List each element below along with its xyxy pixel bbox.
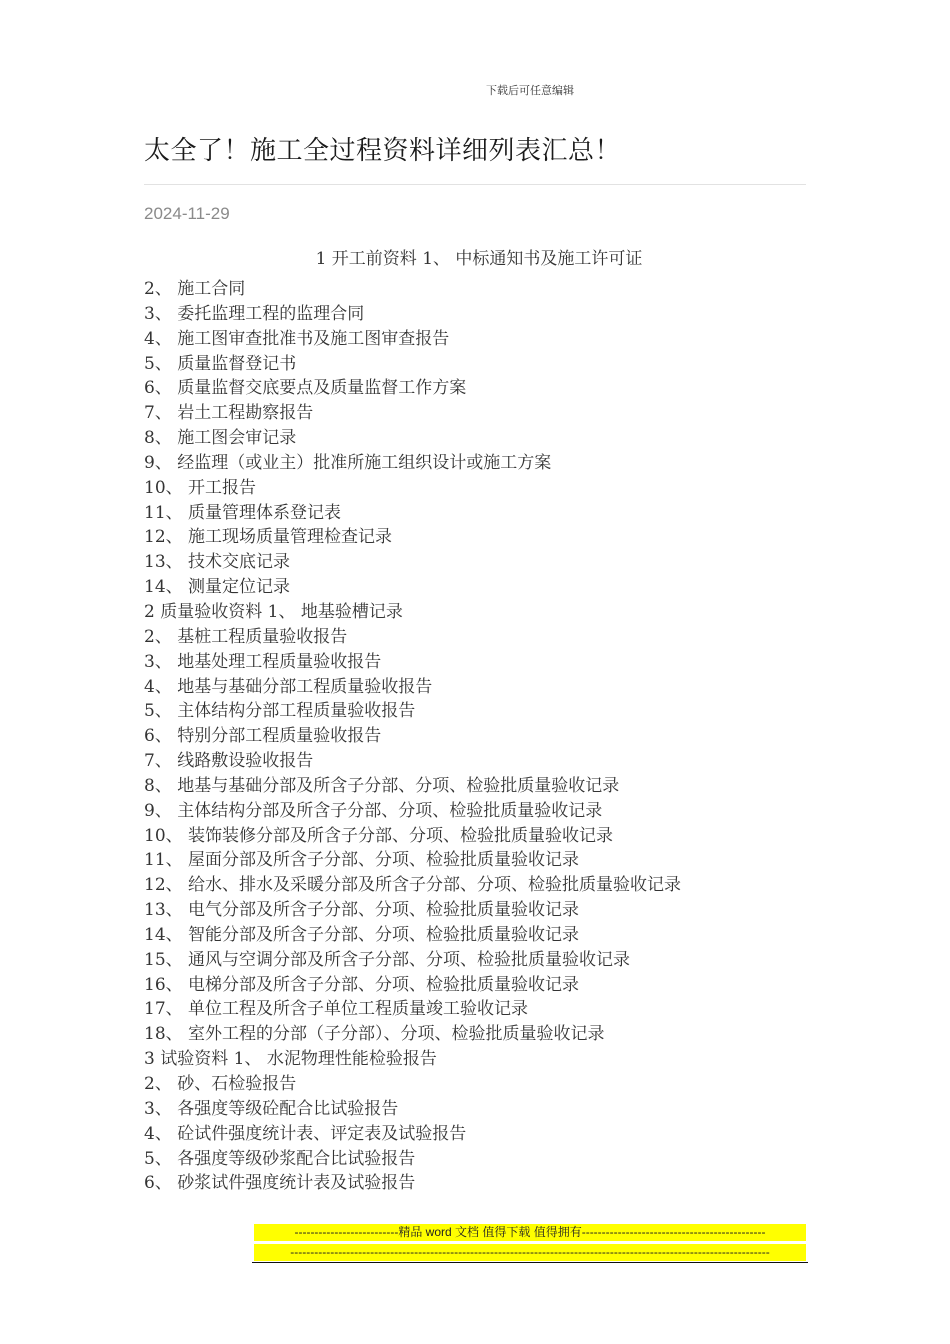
list-item: 17、 单位工程及所含子单位工程质量竣工验收记录	[144, 999, 529, 1020]
footer-banner: --------------------------精品 word 文档 值得下载 值得拥有----------------------------------------------	[254, 1224, 806, 1241]
section-2-heading: 2 质量验收资料 1、 地基验槽记录	[144, 601, 403, 622]
header-note: 下载后可任意编辑	[486, 84, 574, 97]
list-item: 8、 地基与基础分部及所含子分部、分项、检验批质量验收记录	[144, 775, 620, 796]
list-item: 13、 电气分部及所含子分部、分项、检验批质量验收记录	[144, 900, 580, 921]
footer-divider	[252, 1262, 808, 1263]
list-item: 2、 砂、石检验报告	[144, 1074, 297, 1094]
list-item: 18、 室外工程的分部（子分部）、分项、检验批质量验收记录	[144, 1024, 605, 1045]
section-1-heading: 1 开工前资料 1、 中标通知书及施工许可证	[315, 249, 643, 269]
list-item: 5、 各强度等级砂浆配合比试验报告	[144, 1148, 416, 1169]
list-item: 8、 施工图会审记录	[144, 428, 297, 449]
footer-dash-line: ------------------------------------------------------------------------------------------------------------------------	[254, 1244, 806, 1261]
list-item: 6、 质量监督交底要点及质量监督工作方案	[144, 378, 467, 399]
list-item: 10、 开工报告	[144, 477, 257, 498]
section-3-heading: 3 试验资料 1、 水泥物理性能检验报告	[144, 1049, 437, 1070]
list-item: 5、 主体结构分部工程质量验收报告	[144, 701, 416, 722]
list-item: 12、 给水、排水及采暖分部及所含子分部、分项、检验批质量验收记录	[144, 875, 682, 896]
document-item-list	[144, 277, 824, 1196]
article-title: 太全了！施工全过程资料详细列表汇总！	[144, 136, 622, 166]
list-item: 13、 技术交底记录	[144, 552, 291, 573]
title-divider	[144, 184, 806, 185]
article-date: 2024-11-29	[144, 204, 230, 223]
list-item: 3、 各强度等级砼配合比试验报告	[144, 1098, 399, 1119]
list-item: 2、 施工合同	[144, 279, 246, 299]
list-item: 9、 经监理（或业主）批准所施工组织设计或施工方案	[144, 452, 552, 473]
list-item: 14、 智能分部及所含子分部、分项、检验批质量验收记录	[144, 924, 580, 945]
list-item: 15、 通风与空调分部及所含子分部、分项、检验批质量验收记录	[144, 949, 631, 970]
list-item: 5、 质量监督登记书	[144, 353, 297, 374]
list-item: 7、 岩土工程勘察报告	[144, 403, 314, 424]
list-item: 6、 砂浆试件强度统计表及试验报告	[144, 1173, 416, 1194]
list-item: 10、 装饰装修分部及所含子分部、分项、检验批质量验收记录	[144, 825, 614, 846]
list-item: 3、 地基处理工程质量验收报告	[144, 651, 382, 672]
list-item: 4、 施工图审查批准书及施工图审查报告	[144, 328, 450, 349]
list-item: 11、 屋面分部及所含子分部、分项、检验批质量验收记录	[144, 850, 580, 871]
list-item: 7、 线路敷设验收报告	[144, 751, 314, 772]
list-item: 4、 砼试件强度统计表、评定表及试验报告	[144, 1123, 467, 1144]
list-item: 4、 地基与基础分部工程质量验收报告	[144, 676, 433, 697]
list-item: 6、 特别分部工程质量验收报告	[144, 726, 382, 747]
list-item: 12、 施工现场质量管理检查记录	[144, 527, 393, 548]
list-item: 14、 测量定位记录	[144, 577, 291, 598]
list-item: 16、 电梯分部及所含子分部、分项、检验批质量验收记录	[144, 974, 580, 995]
list-item: 9、 主体结构分部及所含子分部、分项、检验批质量验收记录	[144, 800, 603, 821]
list-item: 3、 委托监理工程的监理合同	[144, 303, 365, 324]
list-item: 11、 质量管理体系登记表	[144, 502, 342, 523]
list-item: 2、 基桩工程质量验收报告	[144, 626, 348, 647]
